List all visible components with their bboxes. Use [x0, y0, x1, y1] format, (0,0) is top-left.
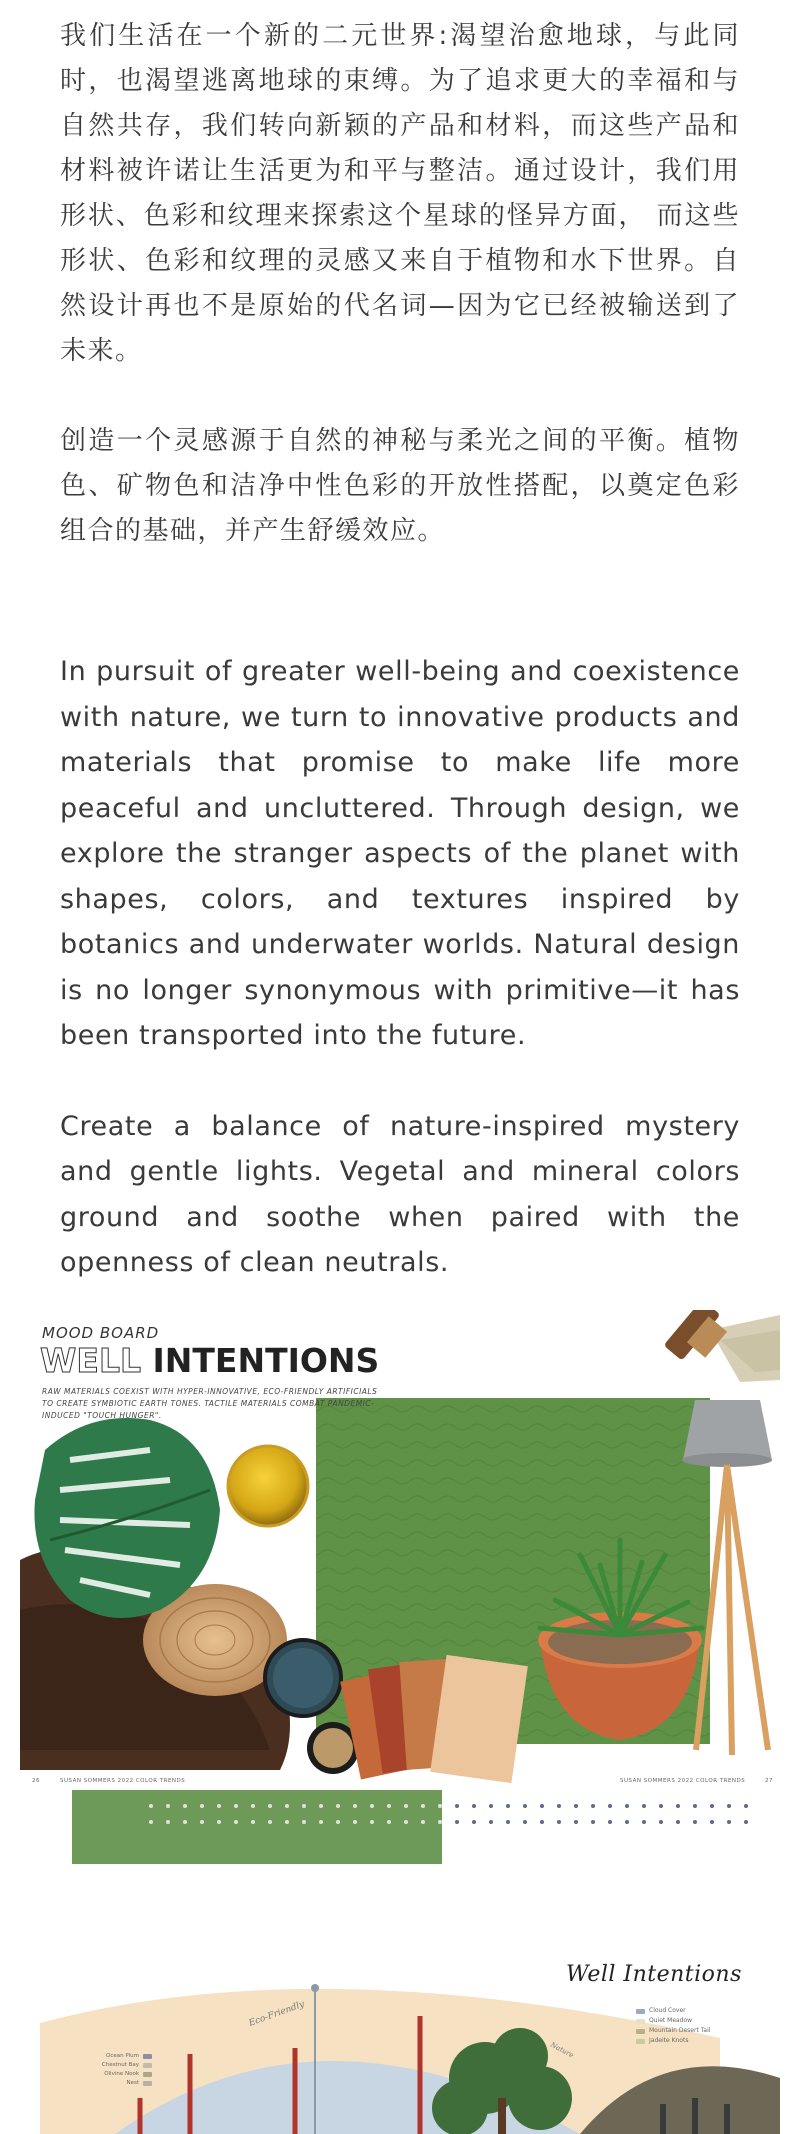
mood-board-page-left: 26 [32, 1778, 40, 1784]
decorative-dot [183, 1804, 187, 1808]
decorative-dot [591, 1804, 595, 1808]
legend-item [102, 2061, 152, 2070]
decorative-dot [370, 1820, 374, 1824]
decorative-dot [625, 1804, 629, 1808]
decorative-dot [217, 1820, 221, 1824]
decorative-dot [676, 1820, 680, 1824]
legend-label: Olivine Nook [104, 2071, 140, 2077]
decorative-dot [149, 1804, 153, 1808]
decorative-dot [234, 1804, 238, 1808]
well-intentions-palette-image [20, 1928, 780, 2134]
decorative-dot [353, 1804, 357, 1808]
legend-left [102, 2052, 152, 2088]
decorative-dot [540, 1804, 544, 1808]
decorative-dot [421, 1804, 425, 1808]
legend-swatch [636, 2029, 645, 2034]
legend-label: Chestnut Bay [102, 2062, 140, 2068]
zh-paragraph-1: 我们生活在一个新的二元世界:渴望治愈地球，与此同时，也渴望逃离地球的束缚。为了追求更大的幸福和与自然共存，我们转向新颖的产品和材料，而这些产品和材料被许诺让生活更为和平与整洁。通过设计，我们用形状、色彩和纹理来探索这个星球的怪异方面， 而这些形状、色彩和纹理的灵感又来自于植物和水下世界。自然设计再也不是原始的代名词—因为它已经被输送到了未来。 [60, 21, 740, 366]
decorative-dot [251, 1804, 255, 1808]
legend-label: Ocean Plum [105, 2053, 140, 2059]
en-paragraph-1: In pursuit of greater well-being and coexistence with nature, we turn to innovative products and materials that promise to make life more peaceful and uncluttered. Through design, we explore the stranger aspects of the planet with shapes, colors, and textures inspired by botanics and underwater worlds. Natural design is no longer synonymous with primitive—it has been transported into the future. [60, 656, 740, 1051]
decorative-dot [336, 1804, 340, 1808]
arc-label-left: Eco-Friendly [247, 1999, 306, 2029]
decorative-dot [574, 1804, 578, 1808]
decorative-dot [319, 1820, 323, 1824]
decorative-dot [659, 1820, 663, 1824]
decorative-dot [285, 1804, 289, 1808]
decorative-dot [557, 1820, 561, 1824]
mood-board-description: RAW MATERIALS COEXIST WITH HYPER-INNOVATIVE, ECO-FRIENDLY ARTIFICIALS TO CREATE SYMBIOTIC EARTH TONES. TACTILE MATERIALS COMBAT PANDEMIC-INDUCED "TOUCH HUNGER". [42, 1387, 378, 1420]
decorative-dot [438, 1804, 442, 1808]
decorative-dot [489, 1820, 493, 1824]
decorative-dot [710, 1820, 714, 1824]
decorative-dot [200, 1820, 204, 1824]
decorative-dot [149, 1820, 153, 1824]
decorative-dot [404, 1804, 408, 1808]
decorative-dot [608, 1804, 612, 1808]
decorative-dot [234, 1820, 238, 1824]
legend-swatch [636, 2009, 645, 2014]
paint-brush [664, 1310, 728, 1361]
legend-item [102, 2070, 152, 2079]
floor-lamp-shade [683, 1400, 772, 1460]
decorative-dot [472, 1820, 476, 1824]
decorative-dot [693, 1804, 697, 1808]
decorative-dot [523, 1820, 527, 1824]
legend-swatch [636, 2019, 645, 2024]
decorative-dot [285, 1820, 289, 1824]
mood-board-title-intentions: INTENTIONS [152, 1341, 380, 1380]
decorative-dot-grid [145, 1800, 765, 1828]
decorative-dot [183, 1820, 187, 1824]
decorative-dot [217, 1804, 221, 1808]
decorative-dot [404, 1820, 408, 1824]
decorative-dot [489, 1804, 493, 1808]
zh-paragraph-2: 创造一个灵感源于自然的神秘与柔光之间的平衡。植物色、矿物色和洁净中性色彩的开放性搭配，以奠定色彩组合的基础，并产生舒缓效应。 [60, 426, 740, 546]
decorative-dot [693, 1820, 697, 1824]
decorative-dot [506, 1804, 510, 1808]
decorative-dot [370, 1804, 374, 1808]
decorative-dot [455, 1804, 459, 1808]
mood-board-footer-right: SUSAN SOMMERS 2022 COLOR TRENDS [620, 1778, 746, 1784]
decorative-dot [472, 1804, 476, 1808]
decorative-dot [523, 1804, 527, 1808]
decorative-dot [166, 1804, 170, 1808]
decorative-dot [455, 1820, 459, 1824]
decorative-dot [710, 1804, 714, 1808]
decorative-dot [727, 1804, 731, 1808]
decorative-dot [302, 1820, 306, 1824]
legend-right [636, 2006, 710, 2046]
mood-board-title [40, 1341, 379, 1380]
legend-label: Quiet Meadow [649, 2017, 693, 2024]
decorative-dot [268, 1820, 272, 1824]
arc-label-right: Nature [549, 2040, 575, 2060]
decorative-dot [557, 1804, 561, 1808]
decorative-dot [353, 1820, 357, 1824]
mood-board-page-right: 27 [765, 1778, 773, 1784]
decorative-dot [676, 1804, 680, 1808]
decorative-dot [438, 1820, 442, 1824]
decorative-dot [268, 1804, 272, 1808]
legend-label: Nest [126, 2080, 140, 2086]
en-paragraph-2: Create a balance of nature-inspired mystery and gentle lights. Vegetal and mineral colors ground and soothe when paired with the openness of clean neutrals. [60, 1110, 740, 1278]
decorative-dot [659, 1804, 663, 1808]
decorative-dot [574, 1820, 578, 1824]
decorative-dot [166, 1820, 170, 1824]
legend-item [636, 2016, 710, 2026]
mood-board-image [20, 1310, 780, 1792]
decorative-dot [727, 1820, 731, 1824]
decorative-dot [251, 1820, 255, 1824]
legend-item [102, 2052, 152, 2061]
mood-board-title-well: WELL [40, 1341, 141, 1380]
decorative-dot [744, 1820, 748, 1824]
mood-board-label: MOOD BOARD [42, 1324, 160, 1342]
mood-board-footer-left: SUSAN SOMMERS 2022 COLOR TRENDS [60, 1778, 186, 1784]
decorative-dot [319, 1804, 323, 1808]
legend-item [636, 2006, 710, 2016]
legend-swatch [636, 2039, 645, 2044]
decorative-dot [591, 1820, 595, 1824]
decorative-dot [642, 1804, 646, 1808]
decorative-dot [540, 1820, 544, 1824]
legend-swatch [143, 2072, 152, 2077]
well-intentions-title: Well Intentions [566, 1962, 742, 1987]
legend-item [636, 2036, 710, 2046]
mood-board-collage [20, 1310, 780, 1792]
decorative-dot [200, 1804, 204, 1808]
legend-item [636, 2026, 710, 2036]
decorative-dot [506, 1820, 510, 1824]
decorative-dot [421, 1820, 425, 1824]
decorative-dot [744, 1804, 748, 1808]
legend-swatch [143, 2063, 152, 2068]
chinese-text-block [60, 14, 740, 554]
decorative-dot [336, 1820, 340, 1824]
legend-swatch [143, 2054, 152, 2059]
decorative-dot [608, 1820, 612, 1824]
legend-label: Mountain Desert Tail [649, 2027, 711, 2034]
decorative-dot [625, 1820, 629, 1824]
decorative-dot [387, 1820, 391, 1824]
english-text-block [60, 649, 740, 1286]
legend-swatch [143, 2081, 152, 2086]
legend-label: Cloud Cover [649, 2007, 686, 2014]
decorative-dot [302, 1804, 306, 1808]
decorative-dot [387, 1804, 391, 1808]
decorative-dot [642, 1820, 646, 1824]
legend-item [102, 2079, 152, 2088]
legend-label: Jadeite Knots [649, 2037, 689, 2044]
